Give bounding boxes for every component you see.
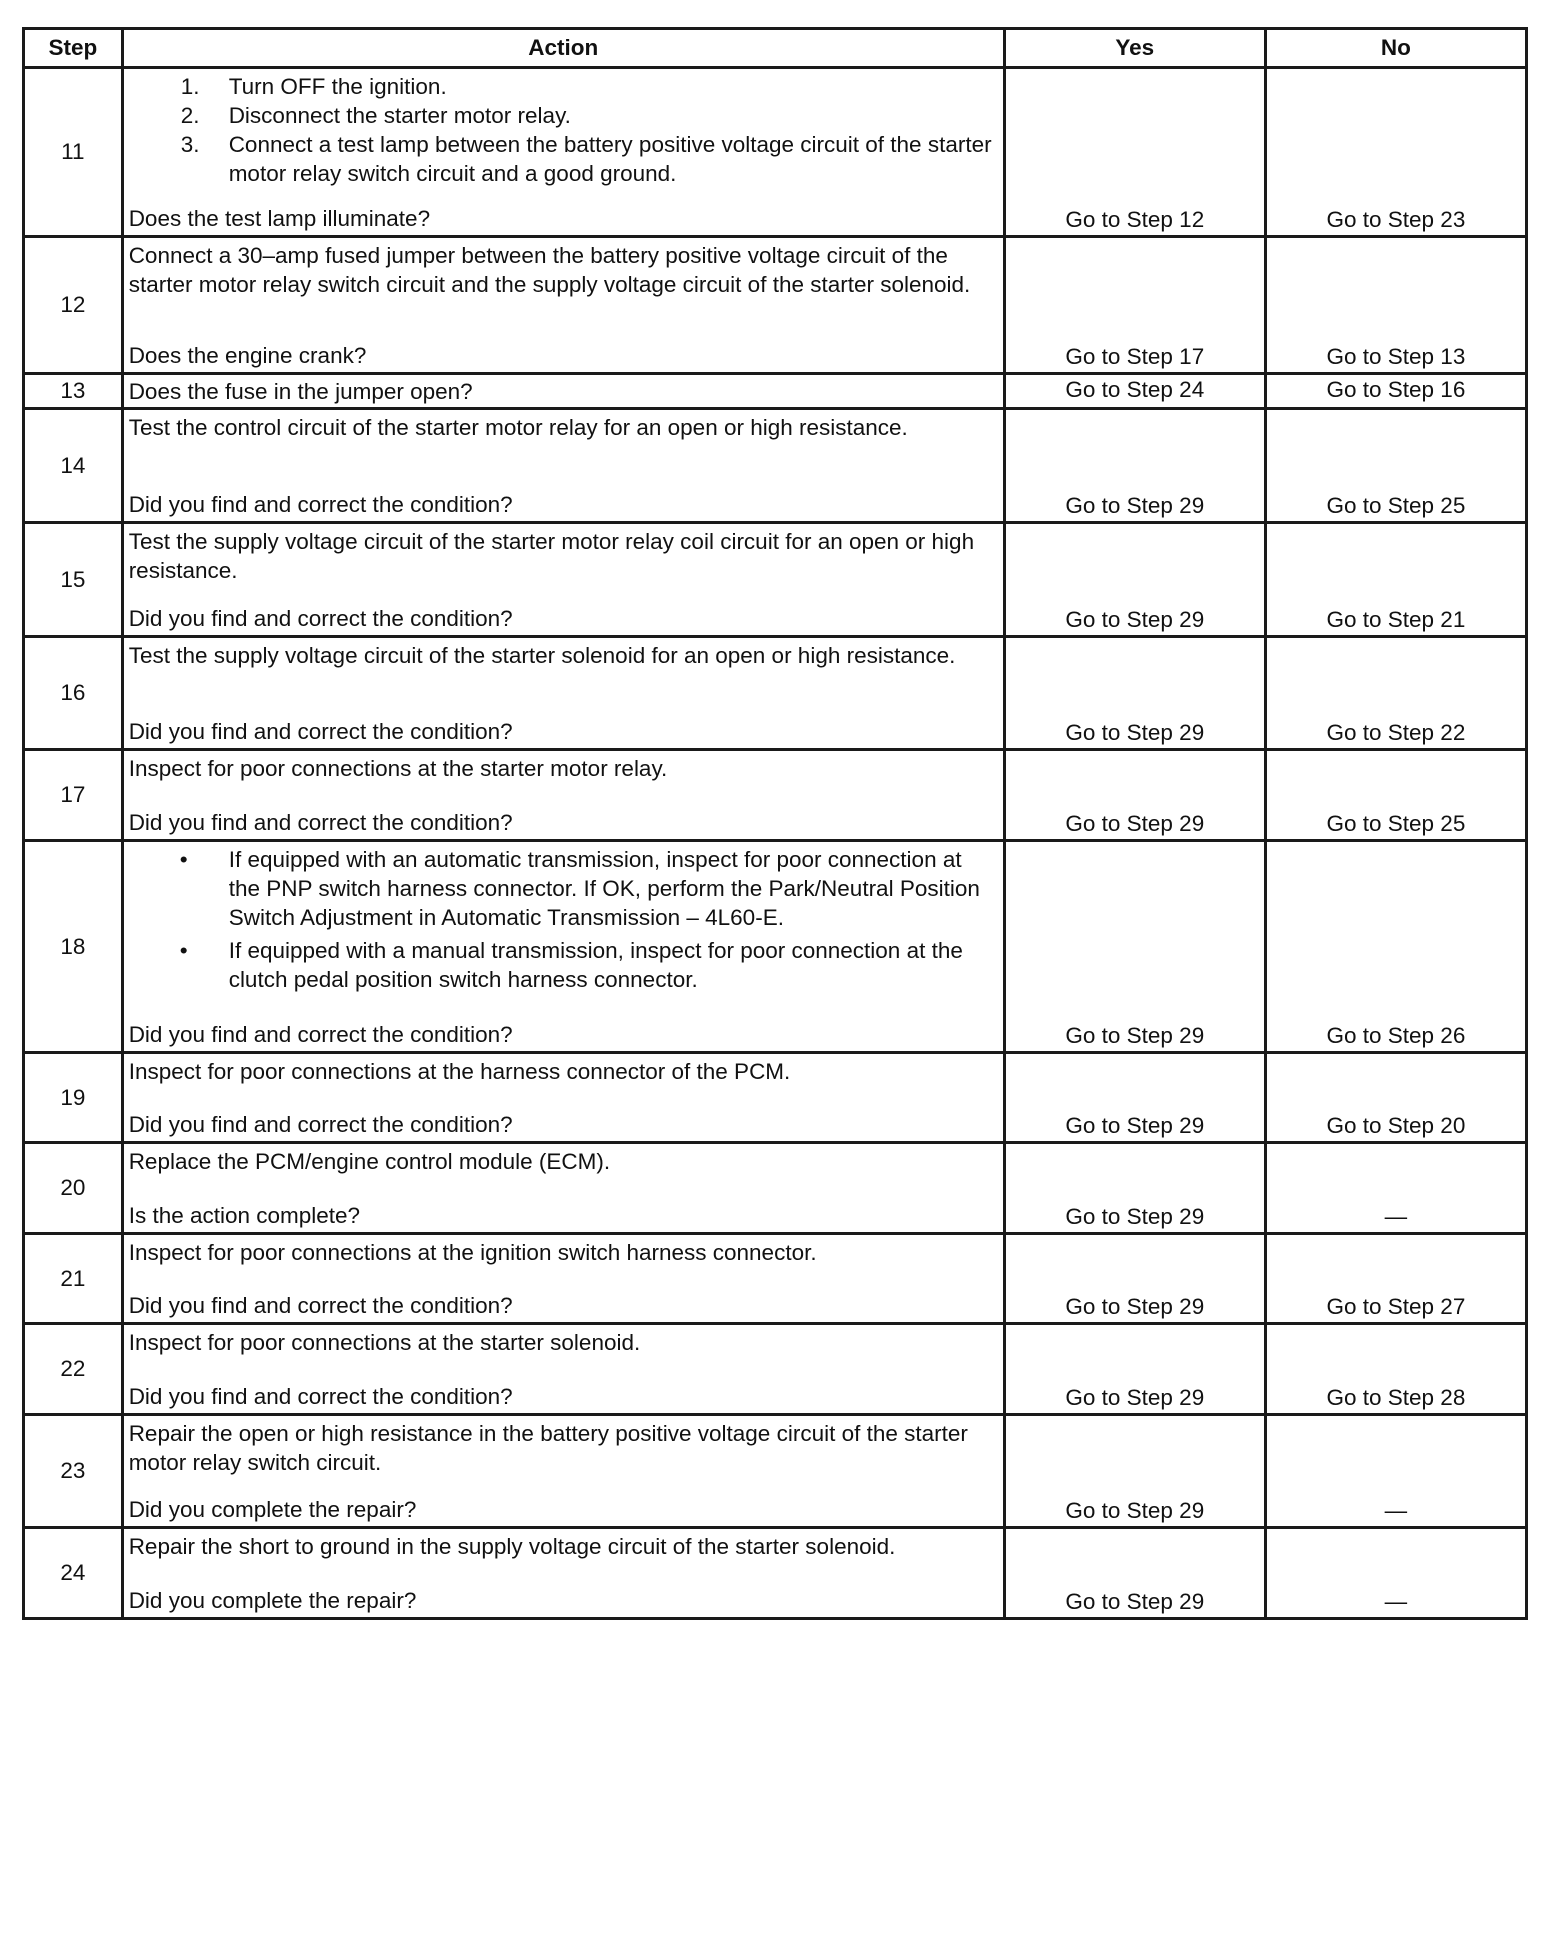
action-body <box>129 845 995 998</box>
yes-result: Go to Step 29 <box>1004 409 1265 523</box>
table-row <box>24 1234 1527 1324</box>
action-cell <box>122 637 1004 750</box>
table-row <box>24 237 1527 374</box>
yes-result: Go to Step 29 <box>1004 1053 1265 1143</box>
header-action: Action <box>122 29 1004 68</box>
action-body <box>129 641 995 670</box>
action-question: Does the engine crank? <box>128 343 367 368</box>
step-number: 21 <box>24 1234 123 1324</box>
yes-result: Go to Step 29 <box>1004 1528 1265 1619</box>
action-content <box>124 524 1003 635</box>
action-body <box>129 754 995 783</box>
table-row <box>24 1415 1527 1528</box>
list-number: 3. <box>180 132 200 157</box>
action-cell <box>122 237 1004 374</box>
yes-result: Go to Step 29 <box>1004 750 1265 841</box>
action-cell <box>122 1324 1004 1415</box>
action-content <box>124 842 1003 1051</box>
table-body <box>24 68 1527 1619</box>
action-cell <box>122 1415 1004 1528</box>
action-cell <box>122 841 1004 1053</box>
action-cell <box>122 750 1004 841</box>
list-item-text: Turn OFF the ignition. <box>228 74 447 99</box>
action-question: Is the action complete? <box>128 1203 361 1228</box>
bullet-icon: • <box>179 938 188 963</box>
action-question: Did you find and correct the condition? <box>128 1384 513 1409</box>
step-number: 19 <box>24 1053 123 1143</box>
action-question: Did you find and correct the condition? <box>128 1293 513 1318</box>
no-result: Go to Step 22 <box>1265 637 1526 750</box>
action-body <box>129 1057 995 1086</box>
header-row <box>24 29 1527 68</box>
yes-result: Go to Step 29 <box>1004 1143 1265 1234</box>
action-content <box>124 1325 1003 1413</box>
action-body <box>129 413 995 442</box>
header-step: Step <box>24 29 123 68</box>
step-number: 18 <box>24 841 123 1053</box>
action-body <box>129 1532 995 1561</box>
action-instruction: Repair the short to ground in the supply voltage circuit of the starter solenoid. <box>128 1534 896 1559</box>
action-cell <box>122 1143 1004 1234</box>
step-number: 15 <box>24 523 123 637</box>
step-number: 22 <box>24 1324 123 1415</box>
action-instruction: Replace the PCM/engine control module (ECM). <box>128 1149 611 1174</box>
action-content <box>124 1054 1003 1141</box>
no-result: — <box>1265 1143 1526 1234</box>
list-number: 2. <box>180 103 200 128</box>
action-cell <box>122 409 1004 523</box>
step-number: 24 <box>24 1528 123 1619</box>
table-row <box>24 1324 1527 1415</box>
no-result: Go to Step 25 <box>1265 750 1526 841</box>
no-result: — <box>1265 1528 1526 1619</box>
table-row <box>24 1053 1527 1143</box>
yes-result: Go to Step 24 <box>1004 374 1265 409</box>
table-row <box>24 1528 1527 1619</box>
header-no: No <box>1265 29 1526 68</box>
action-content <box>124 238 1003 372</box>
list-item <box>129 72 995 101</box>
yes-result: Go to Step 29 <box>1004 1415 1265 1528</box>
action-instruction: Inspect for poor connections at the harness connector of the PCM. <box>128 1059 791 1084</box>
list-item-text: If equipped with a manual transmission, inspect for poor connection at the clutch pedal position switch harness connector. <box>228 938 963 992</box>
list-item-text: Disconnect the starter motor relay. <box>228 103 571 128</box>
action-cell <box>122 68 1004 237</box>
table-row <box>24 1143 1527 1234</box>
action-instruction: Inspect for poor connections at the ignition switch harness connector. <box>128 1240 817 1265</box>
no-result: Go to Step 16 <box>1265 374 1526 409</box>
action-cell <box>122 523 1004 637</box>
step-number: 12 <box>24 237 123 374</box>
no-result: Go to Step 28 <box>1265 1324 1526 1415</box>
step-number: 16 <box>24 637 123 750</box>
action-content <box>124 1144 1003 1232</box>
no-result: — <box>1265 1415 1526 1528</box>
step-number: 17 <box>24 750 123 841</box>
table-row <box>24 374 1527 409</box>
list-number: 1. <box>180 74 200 99</box>
step-number: 20 <box>24 1143 123 1234</box>
table-row <box>24 523 1527 637</box>
action-instruction: Connect a 30–amp fused jumper between the battery positive voltage circuit of the starter motor relay switch circuit and the supply voltage circuit of the starter solenoid. <box>128 243 971 297</box>
list-item <box>129 845 995 932</box>
yes-result: Go to Step 29 <box>1004 1324 1265 1415</box>
action-body <box>129 1419 995 1477</box>
action-instruction: Inspect for poor connections at the starter solenoid. <box>128 1330 641 1355</box>
step-number: 23 <box>24 1415 123 1528</box>
action-body <box>129 527 995 585</box>
table-row <box>24 841 1527 1053</box>
no-result: Go to Step 21 <box>1265 523 1526 637</box>
action-question: Did you find and correct the condition? <box>128 606 513 631</box>
action-cell <box>122 1053 1004 1143</box>
action-content <box>124 69 1003 235</box>
list-item-text: Connect a test lamp between the battery positive voltage circuit of the starter motor relay switch circuit and a good ground. <box>228 132 992 186</box>
action-question: Does the test lamp illuminate? <box>128 206 431 231</box>
action-body <box>129 1147 995 1176</box>
action-question: Did you find and correct the condition? <box>128 492 513 517</box>
action-content <box>124 1529 1003 1617</box>
yes-result: Go to Step 29 <box>1004 1234 1265 1324</box>
action-body <box>129 241 995 299</box>
yes-result: Go to Step 12 <box>1004 68 1265 237</box>
no-result: Go to Step 20 <box>1265 1053 1526 1143</box>
step-number: 14 <box>24 409 123 523</box>
action-question: Did you find and correct the condition? <box>128 1022 513 1047</box>
bullet-list <box>129 845 995 994</box>
no-result: Go to Step 13 <box>1265 237 1526 374</box>
action-question: Did you complete the repair? <box>128 1588 417 1613</box>
action-instruction: Test the supply voltage circuit of the starter solenoid for an open or high resistance. <box>128 643 956 668</box>
yes-result: Go to Step 29 <box>1004 841 1265 1053</box>
action-cell <box>122 1234 1004 1324</box>
action-question: Did you find and correct the condition? <box>128 1112 513 1137</box>
no-result: Go to Step 27 <box>1265 1234 1526 1324</box>
action-cell <box>122 1528 1004 1619</box>
action-content <box>124 1416 1003 1526</box>
action-question: Did you complete the repair? <box>128 1497 417 1522</box>
action-body <box>129 1238 995 1267</box>
step-number: 11 <box>24 68 123 237</box>
yes-result: Go to Step 29 <box>1004 523 1265 637</box>
no-result: Go to Step 23 <box>1265 68 1526 237</box>
yes-result: Go to Step 17 <box>1004 237 1265 374</box>
table-row <box>24 68 1527 237</box>
action-question: Does the fuse in the jumper open? <box>128 378 473 404</box>
action-instruction: Test the control circuit of the starter motor relay for an open or high resistance. <box>128 415 908 440</box>
list-item-text: If equipped with an automatic transmission, inspect for poor connection at the PNP switch harness connector. If OK, perform the Park/Neutral Position Switch Adjustment in Automatic Transmission – 4L60-E. <box>228 847 980 930</box>
action-instruction: Repair the open or high resistance in the battery positive voltage circuit of the starter motor relay switch circuit. <box>128 1421 968 1475</box>
action-body <box>129 72 995 188</box>
table-row <box>24 750 1527 841</box>
yes-result: Go to Step 29 <box>1004 637 1265 750</box>
action-content <box>124 638 1003 748</box>
bullet-icon: • <box>179 847 188 872</box>
no-result: Go to Step 25 <box>1265 409 1526 523</box>
no-result: Go to Step 26 <box>1265 841 1526 1053</box>
table-row <box>24 409 1527 523</box>
action-content <box>124 1235 1003 1322</box>
action-content <box>124 751 1003 839</box>
list-item <box>129 936 995 994</box>
step-number: 13 <box>24 374 123 409</box>
action-content <box>124 375 1003 407</box>
numbered-list <box>129 72 995 188</box>
list-item <box>129 101 995 130</box>
action-body <box>129 1328 995 1357</box>
action-cell <box>122 374 1004 409</box>
action-question: Did you find and correct the condition? <box>128 810 513 835</box>
list-item <box>129 130 995 188</box>
action-question: Did you find and correct the condition? <box>128 719 513 744</box>
header-yes: Yes <box>1004 29 1265 68</box>
action-instruction: Test the supply voltage circuit of the starter motor relay coil circuit for an open or high resistance. <box>128 529 975 583</box>
table-row <box>24 637 1527 750</box>
diagnostic-table <box>22 27 1528 1620</box>
action-content <box>124 410 1003 521</box>
action-instruction: Inspect for poor connections at the starter motor relay. <box>128 756 668 781</box>
